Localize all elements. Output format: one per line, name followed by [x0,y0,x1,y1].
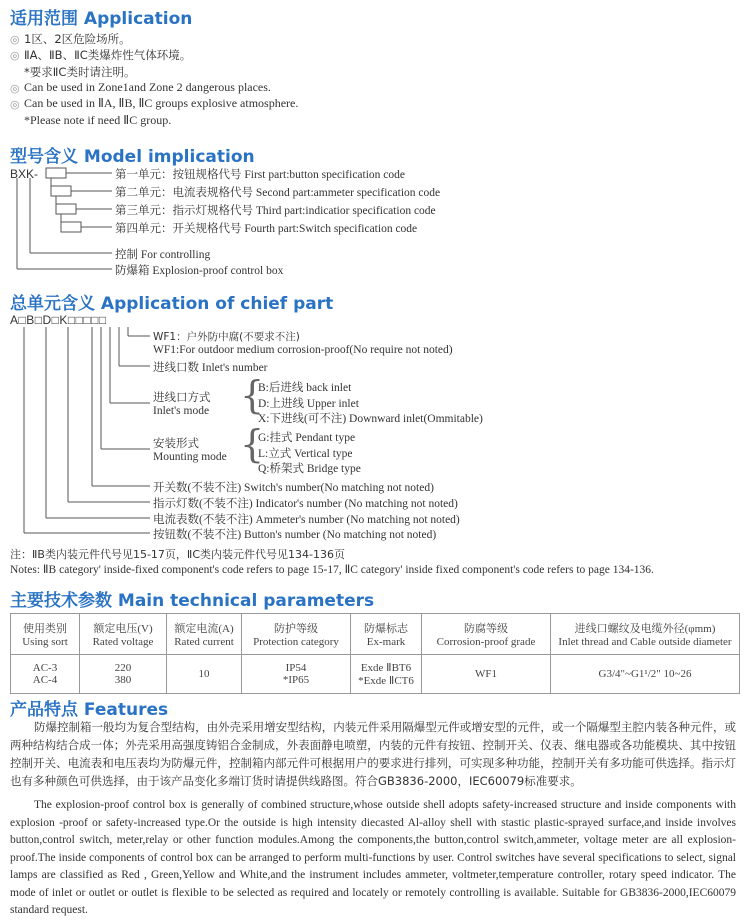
model-code-box [46,168,66,178]
header-cn: 防爆标志 [364,623,408,635]
features-title: 产品特点 Features [10,700,169,720]
model-label-box: 防爆箱 Explosion-proof control box [115,265,284,277]
cell-value: 380 [114,674,132,686]
header-en: Ex-mark [366,636,406,648]
application-line-1: 1区、2区危险场所。 [24,32,131,46]
cell-value: AC-4 [32,674,58,686]
params-table [10,613,740,694]
params-header-exmark [351,614,422,655]
bullet-icon: ◎ [10,99,20,111]
params-header-corrosion [422,614,551,655]
chief-wf1-cn: WF1：户外防中腐(不要求不注) [153,331,300,343]
params-header-voltage [80,614,167,655]
header-en: Inlet thread and Cable outside diameter [558,636,732,648]
chief-inlet-number: 进线口数 Inlet's number [153,362,268,374]
chief-ammeter-number: 电流表数(不装不注) Ammeter's number (No matching not noted) [153,514,460,526]
chief-inlet-b: B:后进线 back inlet [258,382,352,394]
cell-value: IP54 [285,662,307,674]
application-line-5: Can be used in ⅡA, ⅡB, ⅡC groups explosive atmosphere. [24,96,299,110]
application-line-6: *Please note if need ⅡC group. [24,113,172,127]
model-label-4: 第四单元：开关规格代号 Fourth part:Switch specification code [115,223,418,235]
chief-note-en: Notes: ⅡB category' inside-fixed component's code refers to page 15-17, ⅡC category' inside fixed component's code refers to page 134-136. [10,564,654,576]
brace-icon: { [240,422,265,466]
chief-mount-cn: 安装形式 [153,438,199,450]
params-header-sort [11,614,80,655]
features-text-cn: 防爆控制箱一般均为复合型结构，由外壳采用增安型结构，内装元件采用隔爆型元件或增安型的元件，或一个隔爆型主腔内装各种元件，或两种结构结合成一体；外壳采用高强度铸铝合金制成，外表面静电喷塑，内装的元件有按钮、控制开关、仪表、继电器或各功能模块、其中按钮控制开关、电流表和电压表均为防爆元件，控制箱内部元件可根据用户的要求进行排列，可实现多种功能，控制开关有多功能可供选择。指示灯也有多种颜色可供选择，由于该产品变化多端订货时请提供线路图。符合GB3836-2000，IEC60079标准要求。 [10,720,736,788]
model-code-box [56,204,76,214]
params-cell-protection [242,655,351,694]
model-code-box [51,186,71,196]
params-cell-voltage [80,655,167,694]
params-header-current [167,614,242,655]
header-en: Protection category [253,636,339,648]
application-line-4: Can be used in Zone1and Zone 2 dangerous places. [24,80,271,94]
header-en: Corrosion-proof grade [436,636,536,648]
model-label-3: 第三单元：指示灯规格代号 Third part:indicatior specification code [115,205,436,217]
bullet-icon: ◎ [10,50,20,62]
params-cell-sort [11,655,80,694]
header-en: Rated current [174,636,234,648]
cell-value: Exde ⅡBT6 [360,662,412,674]
header-cn: 额定电流(A) [174,623,234,635]
application-line-3: *要求ⅡC类时请注明。 [24,65,136,79]
params-cell-exmark [351,655,422,694]
chief-note-cn: 注：ⅡB类内装元件代号见15-17页，ⅡC类内装元件代号见134-136页 [10,548,345,561]
model-title: 型号含义 Model implication [10,147,255,167]
header-cn: 进线口螺纹及电缆外径(φmm) [574,623,716,635]
cell-value: *IP65 [282,674,310,686]
cell-value: 220 [114,662,132,674]
model-label-2: 第二单元：电流表规格代号 Second part:ammeter specification code [115,187,441,199]
header-cn: 使用类别 [23,623,67,635]
params-title: 主要技术参数 Main technical parameters [10,591,375,611]
bullet-icon: ◎ [10,34,20,46]
params-header-protection [242,614,351,655]
model-prefix: BXK- [10,167,39,181]
features-text-en: The explosion-proof control box is generally of combined structure,whose outside shell adopts safety-increased structure and inside components with explosion -proof or safety-increased type.Or the outside is high intensity diecasted Al-alloy shell with stastic plastic-sprayed surface,and inside involves button,control switch, meter,relay or other function modules.Among the components,the button,control switch,ammeter, voltage meter are all explosion-proof.The inside components of control box can be arranged to perform multi-functions by user. Control switches have several specifications to select, signal lamps are classified as Red , Green,Yellow and White,and the instrument includes ammeter, voltmeter,temperature controller, rotary speed indicator. The mode of inlet or outlet or outlet is flexible to be selected as required and locately or remotely controlling is available. Suitable for GB3836-2000,IEC60079 standard request. [10,799,736,916]
chief-switch-number: 开关数(不装不注) Switch's number(No matching not noted) [153,482,434,494]
chief-inlet-mode-en: Inlet's mode [153,405,210,417]
params-cell-corrosion: WF1 [422,655,551,694]
chief-button-number: 按钮数(不装不注) Button's number (No matching not noted) [153,529,437,541]
application-line-2: ⅡA、ⅡB、ⅡC类爆炸性气体环境。 [24,48,192,62]
bullet-icon: ◎ [10,83,20,95]
cell-value: AC-3 [32,662,58,674]
header-cn: 防腐等级 [464,623,508,635]
chief-inlet-d: D:上进线 Upper inlet [258,398,359,410]
table-row [11,655,740,694]
chief-mount-q: Q:桥架式 Bridge type [258,463,361,475]
header-en: Using sort [22,636,68,648]
params-header-row [11,614,740,655]
chief-wf1-en: WF1:For outdoor medium corrosion-proof(No require not noted) [153,344,453,356]
chief-code: A□B□D□K□□□□□ [10,313,107,327]
model-label-control: 控制 For controlling [115,249,211,261]
header-cn: 额定电压(V) [93,623,153,635]
brace-icon: { [240,373,265,417]
chief-mount-g: G:挂式 Pendant type [258,432,356,444]
application-title: 适用范围 Application [10,9,193,29]
model-code-box [61,222,81,232]
params-header-inlet [551,614,740,655]
params-cell-inlet: G3/4"~G1¹/2" 10~26 [551,655,740,694]
model-label-1: 第一单元：按钮规格代号 First part:button specification code [115,169,406,181]
chief-mount-l: L:立式 Vertical type [258,448,353,460]
chief-mount-en: Mounting mode [153,451,227,463]
chief-indicator-number: 指示灯数(不装不注) Indicator's number (No matching not noted) [153,498,458,510]
params-cell-current: 10 [167,655,242,694]
cell-value: *Exde ⅡCT6 [358,675,414,687]
header-en: Rated voltage [92,636,154,648]
chief-inlet-x: X:下进线(可不注) Downward inlet(Ommitable) [258,413,483,425]
chief-inlet-mode-cn: 进线口方式 [153,392,211,404]
chief-title: 总单元含义 Application of chief part [10,294,334,314]
header-cn: 防护等级 [274,623,318,635]
